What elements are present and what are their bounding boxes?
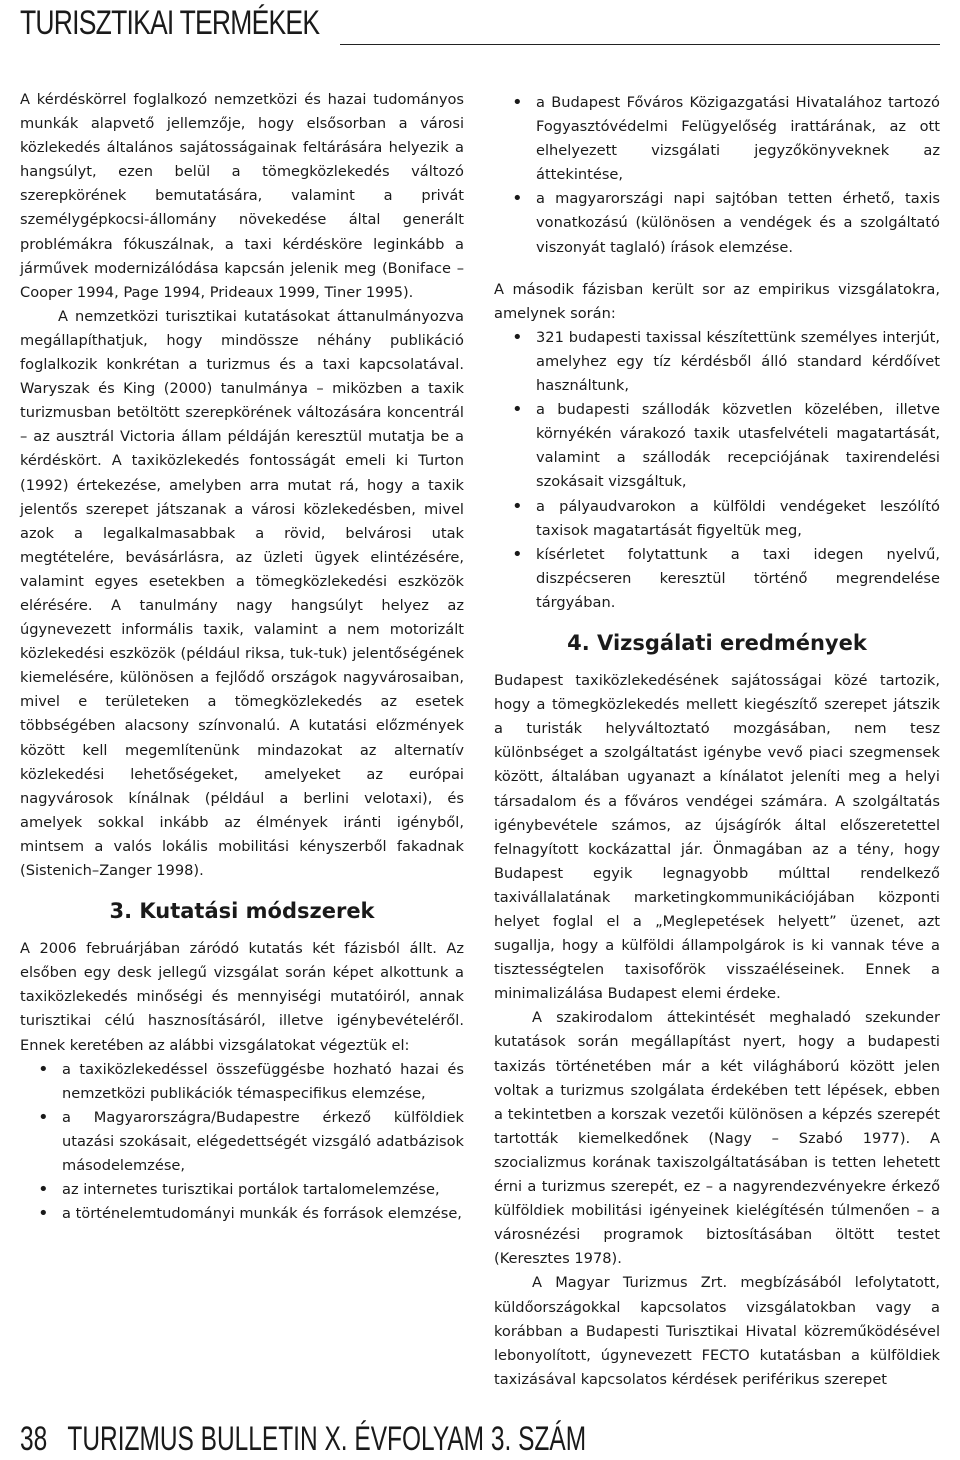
page-footer (20, 1420, 606, 1459)
right-column (494, 91, 940, 1392)
paragraph: Budapest taxiközlekedésének sajátosságai közé tartozik, hogy a tömegközlekedés mellett kiegészítő szerepet játszik a turisták helyváltoztató mozgásában, nem tesz különbséget a szolgáltatást igénybe vevő piaci szegmensek között, általában ugyanazt a kínálatot jeleníti meg a helyi társadalom és a főváros vendégei számára. A szolgáltatás igénybevétele számos, az újságírók által előszeretettel felnagyított kockázattal jár. Önmagában az a tény, hogy Budapest egyik legnagyobb múlttal rendelkező taxivállalatának marketingkommunikációjában központi helyet foglal el a „Meglepetések helyett” üzenet, azt sugallja, hogy a külföldi állampolgárok is ki vannak téve a tisztességtelen taxisofőrök visszaéléseinek. Ennek a minimalizálása Budapest elemi érdeke. (494, 672, 940, 1003)
list-item: • a történelemtudományi munkák és források elemzése, (20, 1202, 464, 1226)
left-column (20, 88, 464, 1226)
list-item: • kísérletet folytattunk a taxi idegen nyelvű, diszpécseren keresztül történő megrendelése tárgyában. (494, 543, 940, 615)
paragraph: A nemzetközi turisztikai kutatásokat áttanulmányozva megállapíthatjuk, hogy mindössze néhány publikáció foglalkozik konkrétan a turizmus és a taxi kapcsolatával. Waryszak és King (2000) tanulmánya – miközben a taxik turizmusban betöltött szerepkörének változására koncentrál – az ausztrál Victoria állam példáján keresztül mutatja be a kérdéskört. A taxiközlekedés fontosságát emeli ki Turton (1992) értekezése, amelyben arra mutat rá, hogy a taxik jelentős szerepet játszanak a városi közlekedésben, mivel azok a legalkalmasabbak a rövid, belvárosi utak megtételére, bevásárlásra, az üzleti ügyek elintézésére, valamint egyes esetekben a tömegközlekedési eszközök elérésére. A tanulmány nagy hangsúlyt helyez az úgynevezett informális taxik, valamint a nem motorizált közlekedési eszközök (például riksa, tuk-tuk) jelentőségének kiemelésére, különösen a fejlődő országok nagyvárosaiban, mivel e területeken a tömegközlekedés az esetek többségében alacsony színvonalú. A kutatási előzmények között kell megemlítenünk mindazokat az alternatív közlekedési lehetőségeket, amelyeket az európai nagyvárosok kínálnak (például a berlini velotaxi), és amelyek sokkal inkább az élmények iránti igényből, mintsem a valós lokális mobilitási kényszerből fakadnak (Sistenich–Zanger 1998). (20, 307, 464, 879)
bullet-list (494, 91, 940, 260)
list-item: • a pályaudvarokon a külföldi vendégeket leszólító taxisok magatartását figyeltük meg, (494, 495, 940, 543)
bullet-list (494, 326, 940, 615)
list-item: • a taxiközlekedéssel összefüggésbe hozható hazai és nemzetközi publikációk témaspecifikus elemzése, (20, 1058, 464, 1106)
list-item: • a Magyarországra/Budapestre érkező külföldiek utazási szokásait, elégedettségét vizsgáló adatbázisok másodelemzése, (20, 1106, 464, 1178)
section-heading: 3. Kutatási módszerek (109, 899, 375, 924)
paragraph: A második fázisban került sor az empirikus vizsgálatokra, amelynek során: (494, 280, 940, 322)
header-rule (340, 44, 940, 45)
section-title: TURISZTIKAI TERMÉKEK (20, 4, 320, 42)
paragraph: A szakirodalom áttekintését meghaladó szekunder kutatások során megállapítást nyert, hogy a budapesti taxizás történetében már a két világháború között jelen voltak a turizmus szolgálata érdekében tett lépések, ebben a tekintetben a korszak vezetői különösen a képzés szerepét tartották kiemelkedőnek (Nagy – Szabó 1977). A szocializmus korának taxiszolgáltatásában is tetten lehetett érni a turizmus szerepét, ez – a nagyrendezvényekre érkező külföldiek mobilitási igényeinek kielégítésén túlmenően – a városnézési programok biztosításában öltött testet (Keresztes 1978). (494, 1009, 940, 1268)
paragraph: A kérdéskörrel foglalkozó nemzetközi és hazai tudományos munkák alapvető jellemzője, hogy elsősorban a városi közlekedés általános sajátosságainak feltárására helyezik a hangsúlyt, ezen belül a tömegközlekedés változó szerepkörének bemutatására, valamint a privát személygépkocsi-állomány növekedése által generált problémákra fókuszálnak, a taxi kérdésköre leginkább a járművek modernizálódása kapcsán jelenik meg (Boniface – Cooper 1994, Page 1994, Prideaux 1999, Tiner 1995). (20, 91, 464, 301)
page-number: 38 (20, 1420, 48, 1458)
list-item: • a budapesti szállodák közvetlen közelében, illetve környékén várakozó taxik utasfelvételi magatartását, valamint a szállodák recepciójának taxirendelési szokásait vizsgáltuk, (494, 398, 940, 494)
bullet-list (20, 1058, 464, 1227)
publication-name: TURIZMUS BULLETIN X. ÉVFOLYAM 3. SZÁM (67, 1420, 587, 1458)
paragraph: A Magyar Turizmus Zrt. megbízásából lefolytatott, küldőországokkal kapcsolatos vizsgálatokban vagy a korábban a Budapesti Turisztikai Hivatal közreműködésével lebonyolított, úgynevezett FECTO kutatásban a külföldiek taxizásával kapcsolatos kérdések periférikus szerepet (494, 1274, 940, 1388)
list-item: • 321 budapesti taxissal készítettünk személyes interjút, amelyhez egy tíz kérdésből álló standard kérdőívet használtunk, (494, 326, 940, 398)
list-item: • a Budapest Főváros Közigazgatási Hivatalához tartozó Fogyasztóvédelmi Felügyelőség irattárának, az ott elhelyezett vizsgálati jegyzőkönyveknek az áttekintése, (494, 91, 940, 187)
list-item: • a magyarországi napi sajtóban tetten érhető, taxis vonatkozású (különösen a vendégek és a szolgáltató viszonyát taglaló) írások elemzése. (494, 187, 940, 259)
paragraph: A 2006 februárjában záródó kutatás két fázisból állt. Az elsőben egy desk jellegű vizsgálat során képet alkottunk a taxiközlekedés minőségi és mennyiségi mutatóiról, annak turisztikai célú hasznosításáról, illetve igénybevételéről. Ennek keretében az alábbi vizsgálatokat végeztük el: (20, 940, 464, 1054)
section-heading: 4. Vizsgálati eredmények (567, 630, 867, 655)
list-item: • az internetes turisztikai portálok tartalomelemzése, (20, 1178, 464, 1202)
